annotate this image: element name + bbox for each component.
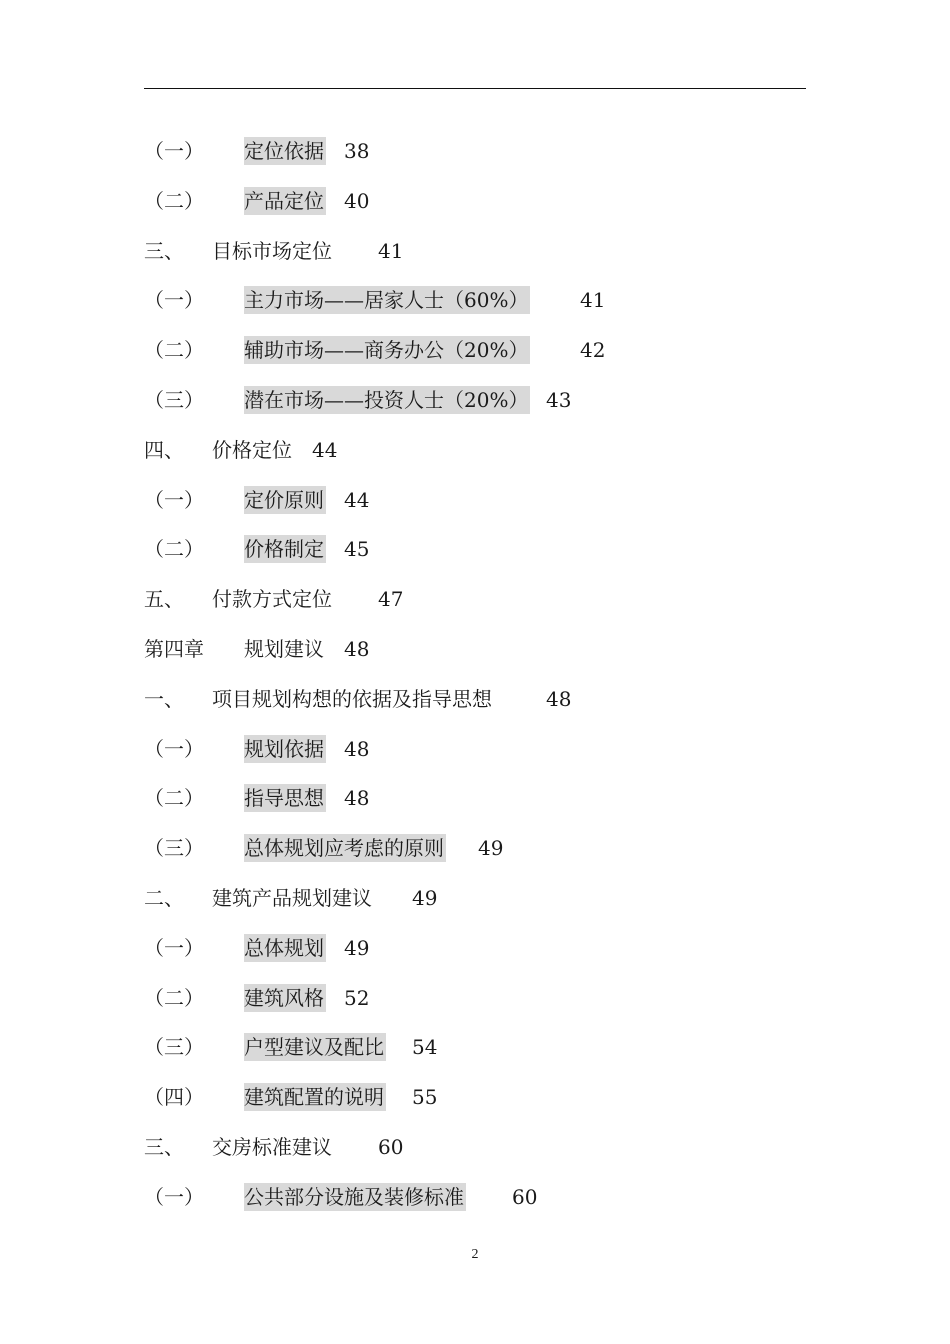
toc-entry-page: 43 <box>546 387 572 412</box>
toc-entry-number: 二、 <box>144 885 184 910</box>
toc-entry-number: （二） <box>144 985 204 1010</box>
toc-entry[interactable] <box>144 773 806 823</box>
toc-entry-page: 48 <box>344 636 370 661</box>
toc-entry[interactable] <box>144 475 806 525</box>
toc-entry-title[interactable]: 辅助市场——商务办公（20%） <box>244 338 529 363</box>
toc-entry-title[interactable]: 规划建议 <box>244 636 324 661</box>
toc-entry-number: （二） <box>144 537 204 562</box>
toc-entry-title[interactable]: 潜在市场——投资人士（20%） <box>244 387 529 412</box>
toc-entry-number: （一） <box>144 487 204 512</box>
toc-entry[interactable] <box>144 524 806 574</box>
toc-entry[interactable] <box>144 923 806 973</box>
toc-entry-number: （一） <box>144 1184 204 1209</box>
toc-entry-number: （一） <box>144 935 204 960</box>
toc-entry-page: 47 <box>378 587 404 612</box>
toc-entry-number: （一） <box>144 736 204 761</box>
toc-entry[interactable] <box>144 1122 806 1172</box>
toc-entry-title[interactable]: 交房标准建议 <box>212 1134 332 1159</box>
toc-entry-title[interactable]: 户型建议及配比 <box>244 1035 384 1060</box>
toc-entry-page: 42 <box>580 338 606 363</box>
toc-entry[interactable] <box>144 176 806 226</box>
toc-entry-page: 60 <box>512 1184 538 1209</box>
toc-entry[interactable] <box>144 674 806 724</box>
table-of-contents <box>144 126 806 1222</box>
toc-entry-title[interactable]: 公共部分设施及装修标准 <box>244 1184 464 1209</box>
toc-entry-page: 48 <box>344 736 370 761</box>
toc-entry-number: 三、 <box>144 1134 184 1159</box>
toc-entry-page: 41 <box>378 238 404 263</box>
toc-entry-page: 44 <box>344 487 370 512</box>
toc-entry-page: 49 <box>478 836 504 861</box>
toc-entry[interactable] <box>144 574 806 624</box>
toc-entry[interactable] <box>144 126 806 176</box>
toc-entry-page: 41 <box>580 288 606 313</box>
toc-entry-page: 49 <box>344 935 370 960</box>
toc-entry-title[interactable]: 总体规划 <box>244 935 324 960</box>
header-rule <box>144 88 806 89</box>
toc-entry-page: 40 <box>344 188 370 213</box>
toc-entry-number: （三） <box>144 836 204 861</box>
toc-entry-title[interactable]: 主力市场——居家人士（60%） <box>244 288 529 313</box>
toc-entry-number: 三、 <box>144 238 184 263</box>
toc-entry-title[interactable]: 指导思想 <box>244 786 324 811</box>
toc-entry-number: 第四章 <box>144 636 204 661</box>
toc-entry-page: 60 <box>378 1134 404 1159</box>
toc-entry-title[interactable]: 建筑风格 <box>244 985 324 1010</box>
toc-entry-page: 52 <box>344 985 370 1010</box>
toc-entry-page: 55 <box>412 1085 438 1110</box>
toc-entry-title[interactable]: 规划依据 <box>244 736 324 761</box>
toc-entry-title[interactable]: 价格制定 <box>244 537 324 562</box>
toc-entry-number: （四） <box>144 1085 204 1110</box>
toc-entry-title[interactable]: 定价原则 <box>244 487 324 512</box>
toc-entry-title[interactable]: 项目规划构想的依据及指导思想 <box>212 686 492 711</box>
toc-entry-title[interactable]: 目标市场定位 <box>212 238 332 263</box>
toc-entry-number: （三） <box>144 387 204 412</box>
toc-entry[interactable] <box>144 275 806 325</box>
toc-entry[interactable] <box>144 325 806 375</box>
toc-entry-page: 49 <box>412 885 438 910</box>
toc-entry[interactable] <box>144 724 806 774</box>
toc-entry-number: （二） <box>144 188 204 213</box>
toc-entry[interactable] <box>144 375 806 425</box>
toc-entry-page: 44 <box>312 437 338 462</box>
toc-entry[interactable] <box>144 1022 806 1072</box>
toc-entry-page: 38 <box>344 139 370 163</box>
toc-entry-page: 48 <box>546 686 572 711</box>
toc-entry[interactable] <box>144 873 806 923</box>
toc-entry-title[interactable]: 付款方式定位 <box>212 587 332 612</box>
toc-entry-page: 48 <box>344 786 370 811</box>
toc-entry[interactable] <box>144 226 806 276</box>
toc-entry-number: 一、 <box>144 686 184 711</box>
toc-entry-number: 四、 <box>144 437 184 462</box>
toc-entry-page: 45 <box>344 537 370 562</box>
toc-entry-number: （二） <box>144 786 204 811</box>
toc-entry-number: （三） <box>144 1035 204 1060</box>
toc-entry-title[interactable]: 产品定位 <box>244 188 324 213</box>
toc-entry[interactable] <box>144 823 806 873</box>
toc-entry[interactable] <box>144 624 806 674</box>
toc-entry[interactable] <box>144 1072 806 1122</box>
toc-entry-title[interactable]: 建筑配置的说明 <box>244 1085 384 1110</box>
toc-entry-title[interactable]: 建筑产品规划建议 <box>212 885 372 910</box>
toc-entry[interactable] <box>144 973 806 1023</box>
toc-entry-title[interactable]: 定位依据 <box>244 139 324 163</box>
page-number: 2 <box>471 1247 479 1262</box>
toc-entry-number: （一） <box>144 139 204 163</box>
toc-entry-title[interactable]: 价格定位 <box>212 437 292 462</box>
toc-entry-number: 五、 <box>144 587 184 612</box>
toc-entry-number: （二） <box>144 338 204 363</box>
toc-entry-page: 54 <box>412 1035 438 1060</box>
toc-entry-title[interactable]: 总体规划应考虑的原则 <box>244 836 444 861</box>
toc-entry[interactable] <box>144 1172 806 1222</box>
toc-entry-number: （一） <box>144 288 204 313</box>
toc-entry[interactable] <box>144 425 806 475</box>
